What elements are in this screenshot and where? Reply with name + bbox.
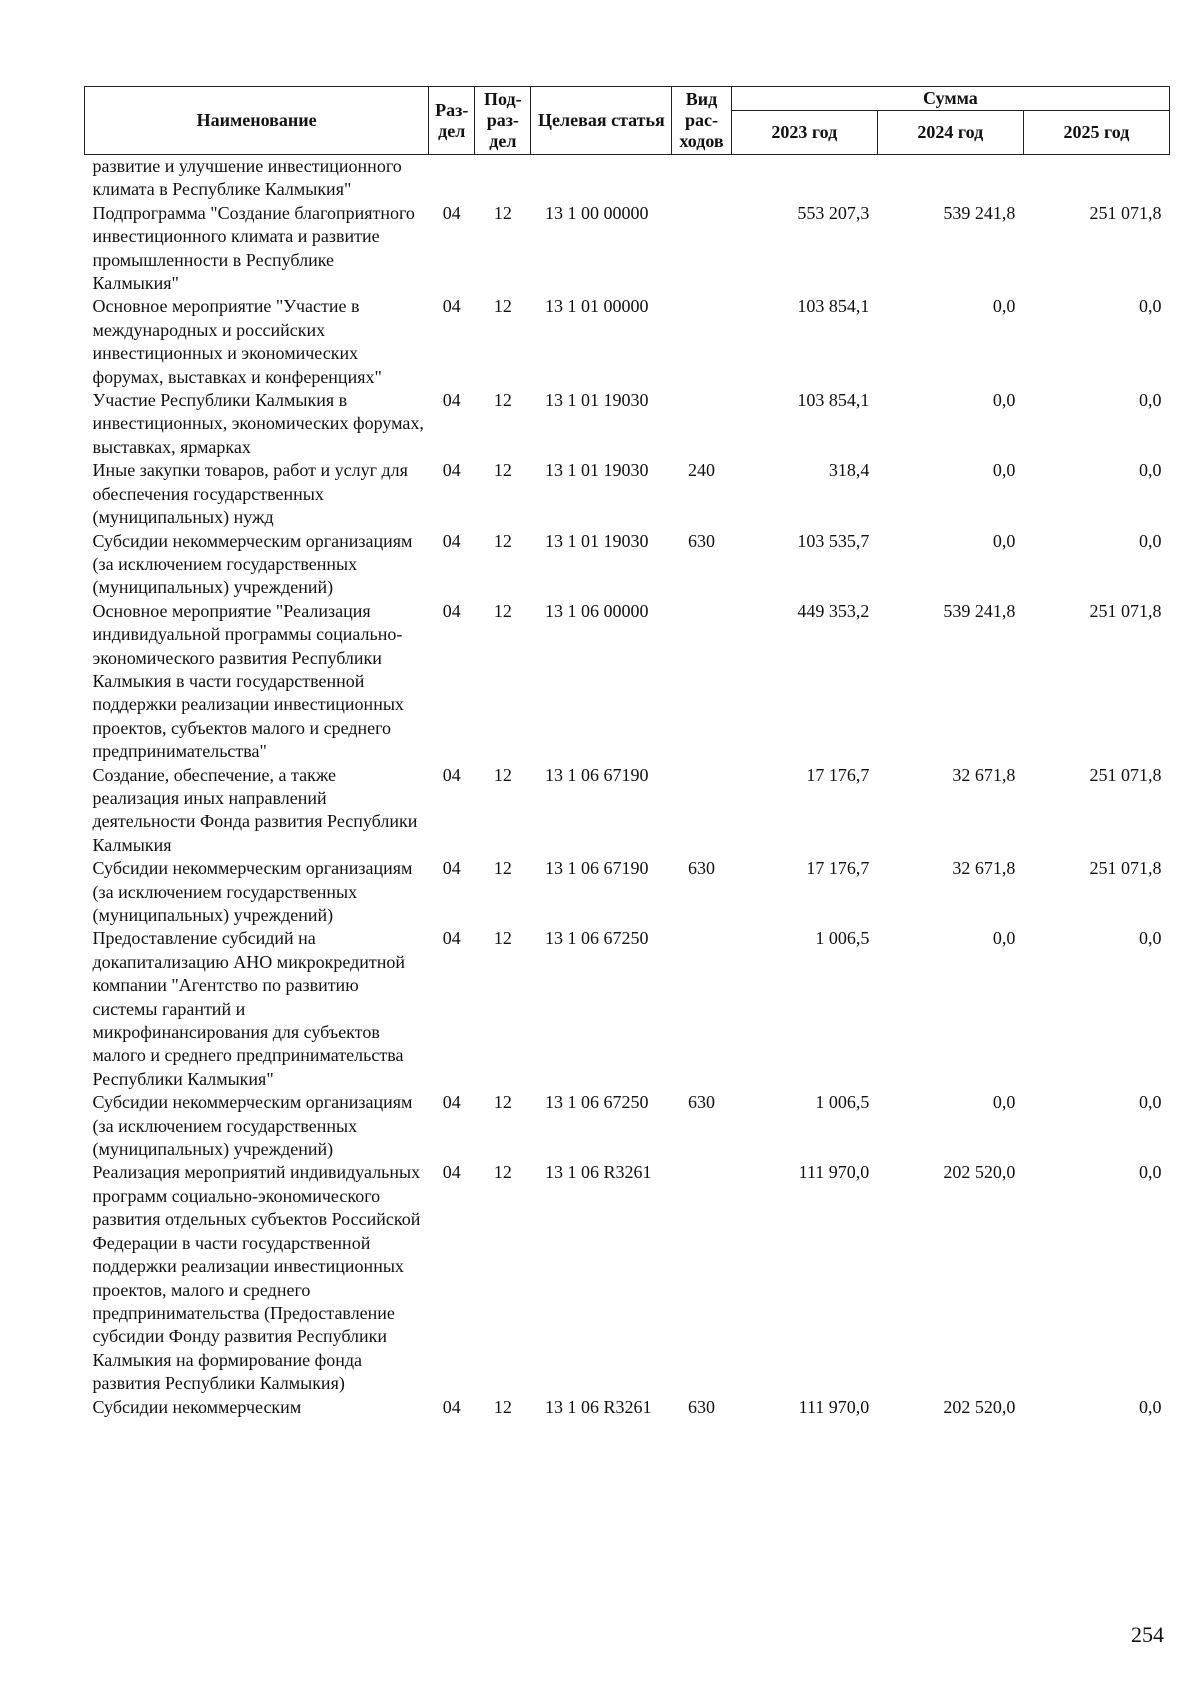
row-subsection: 12 [493, 764, 512, 785]
row-expense-type [672, 1161, 731, 1395]
row-target-article: 13 1 06 67190 [544, 764, 649, 785]
row-sum-2024: 32 671,8 [952, 858, 1016, 879]
row-sum-2023 [731, 155, 877, 202]
row-subsection: 12 [493, 202, 512, 223]
row-name: Участие Республики Калмыкия в инвестиционных, экономических форумах, выставках, ярмарках [92, 390, 424, 457]
row-section: 04 [442, 928, 461, 949]
row-sum-2024: 0,0 [992, 460, 1016, 481]
row-target-article: 13 1 01 19030 [544, 530, 649, 551]
row-section: 04 [442, 530, 461, 551]
row-section: 04 [442, 858, 461, 879]
row-name: Подпрограмма "Создание благоприятного инвестиционного климата и развитие промышленности в Республике Калмыкия" [92, 202, 415, 294]
row-sum-2025: 0,0 [1139, 928, 1162, 949]
row-target-article: 13 1 06 R3261 [544, 1396, 652, 1417]
header-section: Раз- дел [429, 87, 475, 155]
row-expense-type [672, 927, 731, 1091]
row-section: 04 [442, 390, 461, 411]
header-year-2024: 2024 год [877, 111, 1023, 155]
row-section: 04 [442, 764, 461, 785]
row-name: Реализация мероприятий индивидуальных программ социально-экономического развития отдельных субъектов Российской Федерации в части государственной поддержки реализации инвестиционных проектов, малого и среднего предпринимательства (Предоставление субсидии Фонду развития Республики Калмыкия на формирование фонда развития Республики Калмыкия) [92, 1162, 421, 1394]
row-sum-2023: 1 006,5 [815, 928, 870, 949]
row-name: Предоставление субсидий на докапитализацию АНО микрокредитной компании "Агентство по развитию системы гарантий и микрофинансирования для субъектов малого и среднего предпринимательства Республики Калмыкия" [92, 928, 405, 1089]
row-target-article: 13 1 01 19030 [544, 460, 649, 481]
row-sum-2023: 111 970,0 [798, 1396, 870, 1417]
row-sum-2024: 0,0 [992, 390, 1016, 411]
row-sum-2025: 251 071,8 [1089, 600, 1162, 621]
row-sum-2024: 0,0 [992, 296, 1016, 317]
row-sum-2025: 0,0 [1139, 1162, 1162, 1183]
row-subsection: 12 [493, 858, 512, 879]
table-row [85, 459, 1170, 529]
page-number: 254 [1131, 1622, 1164, 1647]
row-target-article: 13 1 06 00000 [544, 600, 649, 621]
row-expense-type: 240 [688, 460, 716, 481]
row-sum-2023: 1 006,5 [815, 1092, 870, 1113]
row-target-article: 13 1 06 67190 [544, 858, 649, 879]
row-sum-2025: 0,0 [1139, 460, 1162, 481]
row-sum-2024: 539 241,8 [943, 202, 1016, 223]
row-sum-2025: 251 071,8 [1089, 202, 1162, 223]
row-sum-2023: 103 854,1 [797, 296, 870, 317]
table-row [85, 202, 1170, 296]
row-sum-2025: 0,0 [1139, 1396, 1162, 1417]
row-expense-type [672, 389, 731, 459]
header-year-2025: 2025 год [1023, 111, 1169, 155]
row-sum-2023: 449 353,2 [797, 600, 870, 621]
row-sum-2024: 202 520,0 [943, 1162, 1016, 1183]
row-sum-2023: 103 535,7 [797, 530, 870, 551]
row-sum-2025: 0,0 [1139, 1092, 1162, 1113]
row-section: 04 [442, 1396, 461, 1417]
row-sum-2023: 318,4 [828, 460, 870, 481]
row-sum-2024 [877, 155, 1023, 202]
table-row [85, 600, 1170, 764]
row-name: Субсидии некоммерческим организациям (за исключением государственных (муниципальных) учреждений) [92, 530, 413, 598]
row-section [429, 155, 475, 202]
row-expense-type: 630 [688, 858, 716, 879]
row-sum-2024: 32 671,8 [952, 764, 1016, 785]
row-section: 04 [442, 460, 461, 481]
row-subsection: 12 [493, 1396, 512, 1417]
table-row [85, 1091, 1170, 1161]
row-sum-2023: 103 854,1 [797, 390, 870, 411]
row-target-article [531, 155, 672, 202]
row-name: Создание, обеспечение, а также реализация иных направлений деятельности Фонда развития Республики Калмыкия [92, 764, 418, 855]
row-name: Субсидии некоммерческим [92, 1396, 302, 1417]
row-expense-type: 630 [688, 1396, 716, 1417]
row-expense-type: 630 [688, 530, 716, 551]
row-expense-type [672, 202, 731, 296]
row-sum-2023: 17 176,7 [806, 764, 870, 785]
row-name: развитие и улучшение инвестиционного климата в Республике Калмыкия" [92, 156, 402, 200]
header-sum: Сумма [731, 87, 1169, 111]
row-sum-2024: 0,0 [992, 928, 1016, 949]
header-subsection: Под- раз- дел [475, 87, 531, 155]
row-expense-type [672, 155, 731, 202]
row-subsection: 12 [493, 296, 512, 317]
row-sum-2024: 539 241,8 [943, 600, 1016, 621]
row-target-article: 13 1 01 19030 [544, 390, 649, 411]
header-name: Наименование [85, 87, 429, 155]
header-expense-type: Вид рас- ходов [672, 87, 731, 155]
row-subsection: 12 [493, 600, 512, 621]
table-row [85, 389, 1170, 459]
table-body [85, 155, 1170, 1419]
row-section: 04 [442, 1162, 461, 1183]
table-row [85, 764, 1170, 858]
row-sum-2024: 0,0 [992, 1092, 1016, 1113]
row-name: Иные закупки товаров, работ и услуг для обеспечения государственных (муниципальных) нужд [92, 460, 408, 528]
row-name: Субсидии некоммерческим организациям (за исключением государственных (муниципальных) учреждений) [92, 1092, 413, 1160]
table-row [85, 155, 1170, 202]
row-subsection [475, 155, 531, 202]
row-subsection: 12 [493, 530, 512, 551]
row-sum-2025: 0,0 [1139, 390, 1162, 411]
row-sum-2024: 202 520,0 [943, 1396, 1016, 1417]
row-target-article: 13 1 01 00000 [544, 296, 649, 317]
row-section: 04 [442, 1092, 461, 1113]
header-year-2023: 2023 год [731, 111, 877, 155]
row-subsection: 12 [493, 928, 512, 949]
row-sum-2025 [1023, 155, 1169, 202]
row-subsection: 12 [493, 460, 512, 481]
row-name: Субсидии некоммерческим организациям (за исключением государственных (муниципальных) учреждений) [92, 858, 413, 925]
row-sum-2025: 251 071,8 [1089, 764, 1162, 785]
row-target-article: 13 1 00 00000 [544, 202, 649, 223]
row-section: 04 [442, 296, 461, 317]
row-sum-2025: 0,0 [1139, 296, 1162, 317]
row-target-article: 13 1 06 67250 [544, 928, 649, 949]
row-target-article: 13 1 06 67250 [544, 1092, 649, 1113]
row-subsection: 12 [493, 1092, 512, 1113]
row-subsection: 12 [493, 1162, 512, 1183]
table-row [85, 530, 1170, 600]
row-expense-type [672, 600, 731, 764]
row-subsection: 12 [493, 390, 512, 411]
row-sum-2023: 17 176,7 [806, 858, 870, 879]
table-row [85, 927, 1170, 1091]
row-expense-type [672, 295, 731, 389]
table-row [85, 1161, 1170, 1395]
table-row [85, 295, 1170, 389]
row-expense-type [672, 764, 731, 858]
row-sum-2025: 251 071,8 [1089, 858, 1162, 879]
row-name: Основное мероприятие "Реализация индивидуальной программы социально-экономического развития Республики Калмыкия в части государственной поддержки реализации инвестиционных проектов, субъектов малого и среднего предпринимательства" [92, 600, 404, 762]
budget-table [84, 86, 1170, 1419]
row-sum-2024: 0,0 [992, 530, 1016, 551]
row-section: 04 [442, 600, 461, 621]
table-row [85, 1396, 1170, 1419]
row-sum-2023: 553 207,3 [797, 202, 870, 223]
row-sum-2023: 111 970,0 [798, 1162, 870, 1183]
row-expense-type: 630 [688, 1092, 716, 1113]
header-target-article: Целевая статья [531, 87, 672, 155]
table-row [85, 857, 1170, 927]
row-section: 04 [442, 202, 461, 223]
row-target-article: 13 1 06 R3261 [544, 1162, 652, 1183]
row-sum-2025: 0,0 [1139, 530, 1162, 551]
row-name: Основное мероприятие "Участие в международных и российских инвестиционных и экономических форумах, выставках и конференциях" [92, 296, 382, 387]
